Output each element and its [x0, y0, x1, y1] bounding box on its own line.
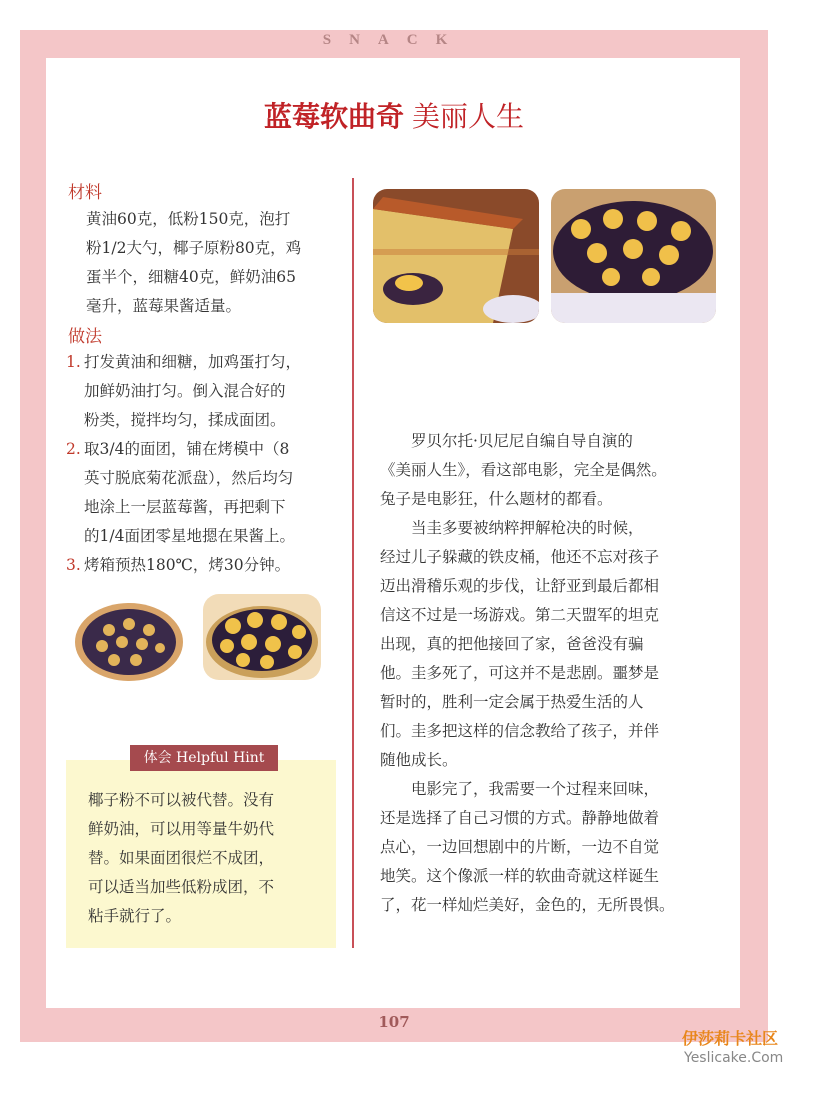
hint-line: 椰子粉不可以被代替。没有: [88, 791, 275, 809]
step-number: 1.: [66, 353, 81, 371]
ingredients-list: [86, 205, 336, 321]
step-line: 的1/4面团零星地摁在果酱上。: [84, 527, 295, 545]
step-number: 3.: [66, 556, 81, 574]
step-line: 英寸脱底菊花派盘），然后均匀: [84, 469, 294, 487]
whole-tart-photo: [551, 189, 716, 323]
ingredient-line: 黄油60克，低粉150克，泡打: [86, 210, 291, 228]
story-line: 还是选择了自己习惯的方式。静静地做着: [380, 809, 660, 827]
story-line: 他。圭多死了，可这并不是悲剧。噩梦是: [380, 664, 660, 682]
story-line: 罗贝尔托·贝尼尼自编自导自演的: [411, 432, 633, 450]
story-line: 《美丽人生》，看这部电影，完全是偶然。: [380, 461, 667, 479]
hint-line: 替。如果面团很烂不成团，: [88, 849, 275, 867]
story-line: 们。圭多把这样的信念教给了孩子，并伴: [380, 722, 660, 740]
hint-text: [88, 786, 320, 931]
hint-line: 可以适当加些低粉成团，不: [88, 878, 275, 896]
recipe-title: [0, 95, 788, 135]
tart-baked-photo: [203, 594, 321, 680]
watermark-cn: 伊莎莉卡社区: [682, 1029, 779, 1048]
story-line: 信这不过是一场游戏。第二天盟军的坦克: [380, 606, 660, 624]
page-number: 107: [378, 1013, 410, 1031]
story-line: 了，花一样灿烂美好，金色的，无所畏惧。: [380, 896, 675, 914]
step-item: [66, 348, 338, 435]
hint-line: 鲜奶油，可以用等量牛奶代: [88, 820, 275, 838]
story-line: 点心，一边回想剧中的片断，一边不自觉: [380, 838, 660, 856]
tart-shell-photo: [74, 598, 184, 682]
step-item: [66, 435, 338, 551]
watermark-en: Yeslicake.Com: [684, 1050, 784, 1066]
step-line: 粉类，搅拌均匀，揉成面团。: [84, 411, 286, 429]
column-divider: [352, 178, 354, 948]
section-header: SNACK: [322, 32, 466, 48]
method-heading: 做法: [68, 327, 102, 347]
step-line: 打发黄油和细糖，加鸡蛋打匀，: [84, 353, 302, 371]
step-number: 2.: [66, 440, 81, 458]
step-line: 烤箱预热180℃，烤30分钟。: [84, 556, 291, 574]
story-line: 经过儿子躲藏的铁皮桶，他还不忘对孩子: [380, 548, 660, 566]
hint-line: 粘手就行了。: [88, 907, 182, 925]
step-line: 取3/4的面团，铺在烤模中（8: [84, 440, 290, 458]
ingredient-line: 毫升，蓝莓果酱适量。: [86, 297, 242, 315]
ingredient-line: 蛋半个，细糖40克，鲜奶油65: [86, 268, 296, 286]
story-line: 出现，真的把他接回了家，爸爸没有骗: [380, 635, 644, 653]
story-paragraph: [380, 514, 720, 775]
step-item: [66, 551, 338, 580]
hint-badge: 体会 Helpful Hint: [130, 745, 278, 771]
story-line: 暂时的，胜利一定会属于热爱生活的人: [380, 693, 644, 711]
story-line: 兔子是电影狂，什么题材的都看。: [380, 490, 613, 508]
story-line: 当圭多要被纳粹押解枪决的时候，: [411, 519, 644, 537]
story-line: 地笑。这个像派一样的软曲奇就这样诞生: [380, 867, 660, 885]
cookie-slice-photo: [373, 189, 539, 323]
title-sub: 美丽人生: [412, 100, 525, 133]
story-paragraph: [380, 775, 720, 920]
method-steps: [66, 348, 338, 580]
story-line: 随他成长。: [380, 751, 458, 769]
ingredient-line: 粉1/2大勺，椰子原粉80克，鸡: [86, 239, 302, 257]
step-line: 地涂上一层蓝莓酱，再把剩下: [84, 498, 286, 516]
ingredients-heading: 材料: [68, 183, 102, 203]
story-line: 迈出滑稽乐观的步伐，让舒亚到最后都相: [380, 577, 660, 595]
story-text: [380, 427, 720, 920]
step-line: 加鲜奶油打匀。倒入混合好的: [84, 382, 286, 400]
title-main: 蓝莓软曲奇: [263, 100, 404, 133]
story-line: 电影完了，我需要一个过程来回味，: [411, 780, 660, 798]
story-paragraph: [380, 427, 720, 514]
